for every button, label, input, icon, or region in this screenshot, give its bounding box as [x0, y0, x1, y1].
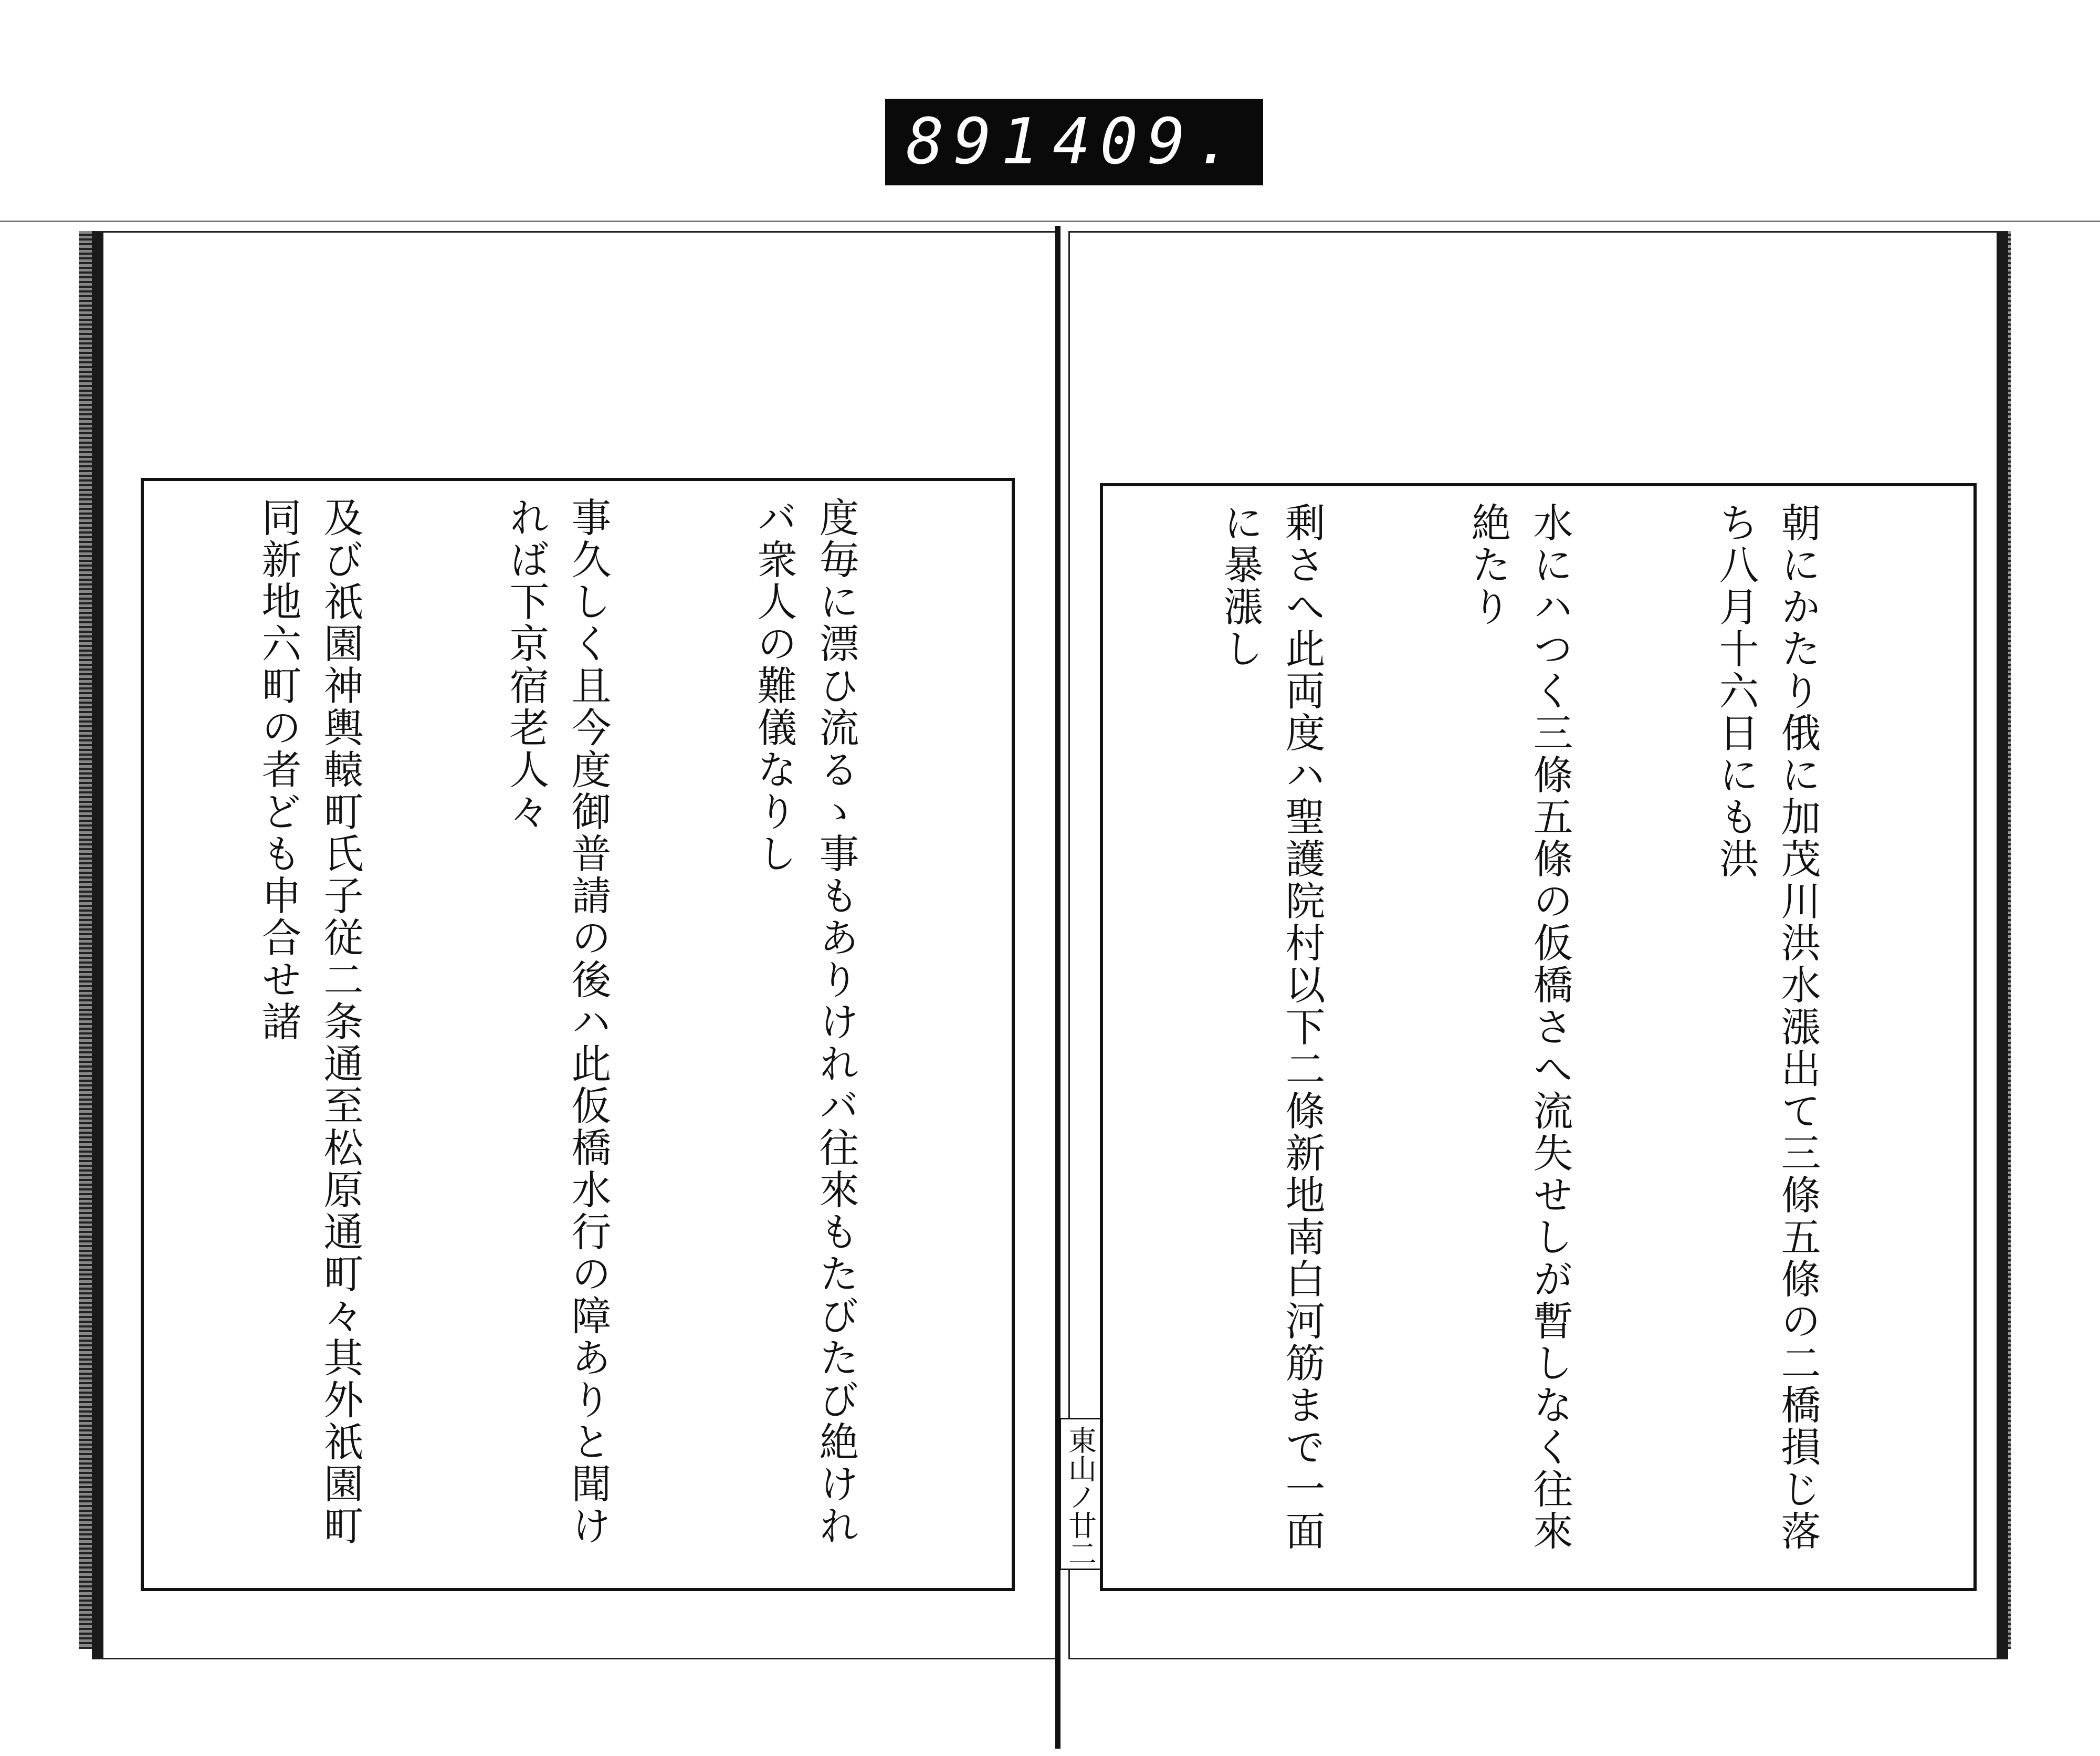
text-column: 剰さへ此両度ハ聖護院村以下二條新地南白河筋まで一面に暴漲し	[1217, 502, 1326, 1552]
right-text-body	[1124, 502, 1952, 1572]
right-text-frame	[1100, 483, 1977, 1591]
top-rule	[0, 221, 2100, 222]
left-text-frame	[141, 478, 1015, 1591]
text-column: 度毎に漂ひ流るゝ事もありけれバ往來もたびたび絶けれバ衆人の難儀なりし	[751, 497, 859, 1547]
folio-label: 東山ノ廿二	[1059, 1418, 1101, 1570]
text-column: 水にハつく三條五條の仮橋さへ流失せしが暫しなく往來絶たり	[1465, 502, 1573, 1552]
text-column: 事久しく且今度御普請の後ハ此仮橋水行の障ありと聞ければ下京宿老人々	[503, 497, 612, 1547]
text-column: 及び祇園神輿轅町氏子従二条通至松原通町々其外祇園町同新地六町の者ども申合せ諸	[255, 497, 364, 1547]
left-text-body	[165, 497, 991, 1572]
scan-label	[885, 99, 1263, 185]
scan-label-right: 409.	[1053, 106, 1242, 179]
scan-label-left: 891	[906, 106, 1048, 179]
text-column: 朝にかたり俄に加茂川洪水漲出て三條五條の二橋損じ落ち八月十六日にも洪	[1713, 502, 1821, 1552]
